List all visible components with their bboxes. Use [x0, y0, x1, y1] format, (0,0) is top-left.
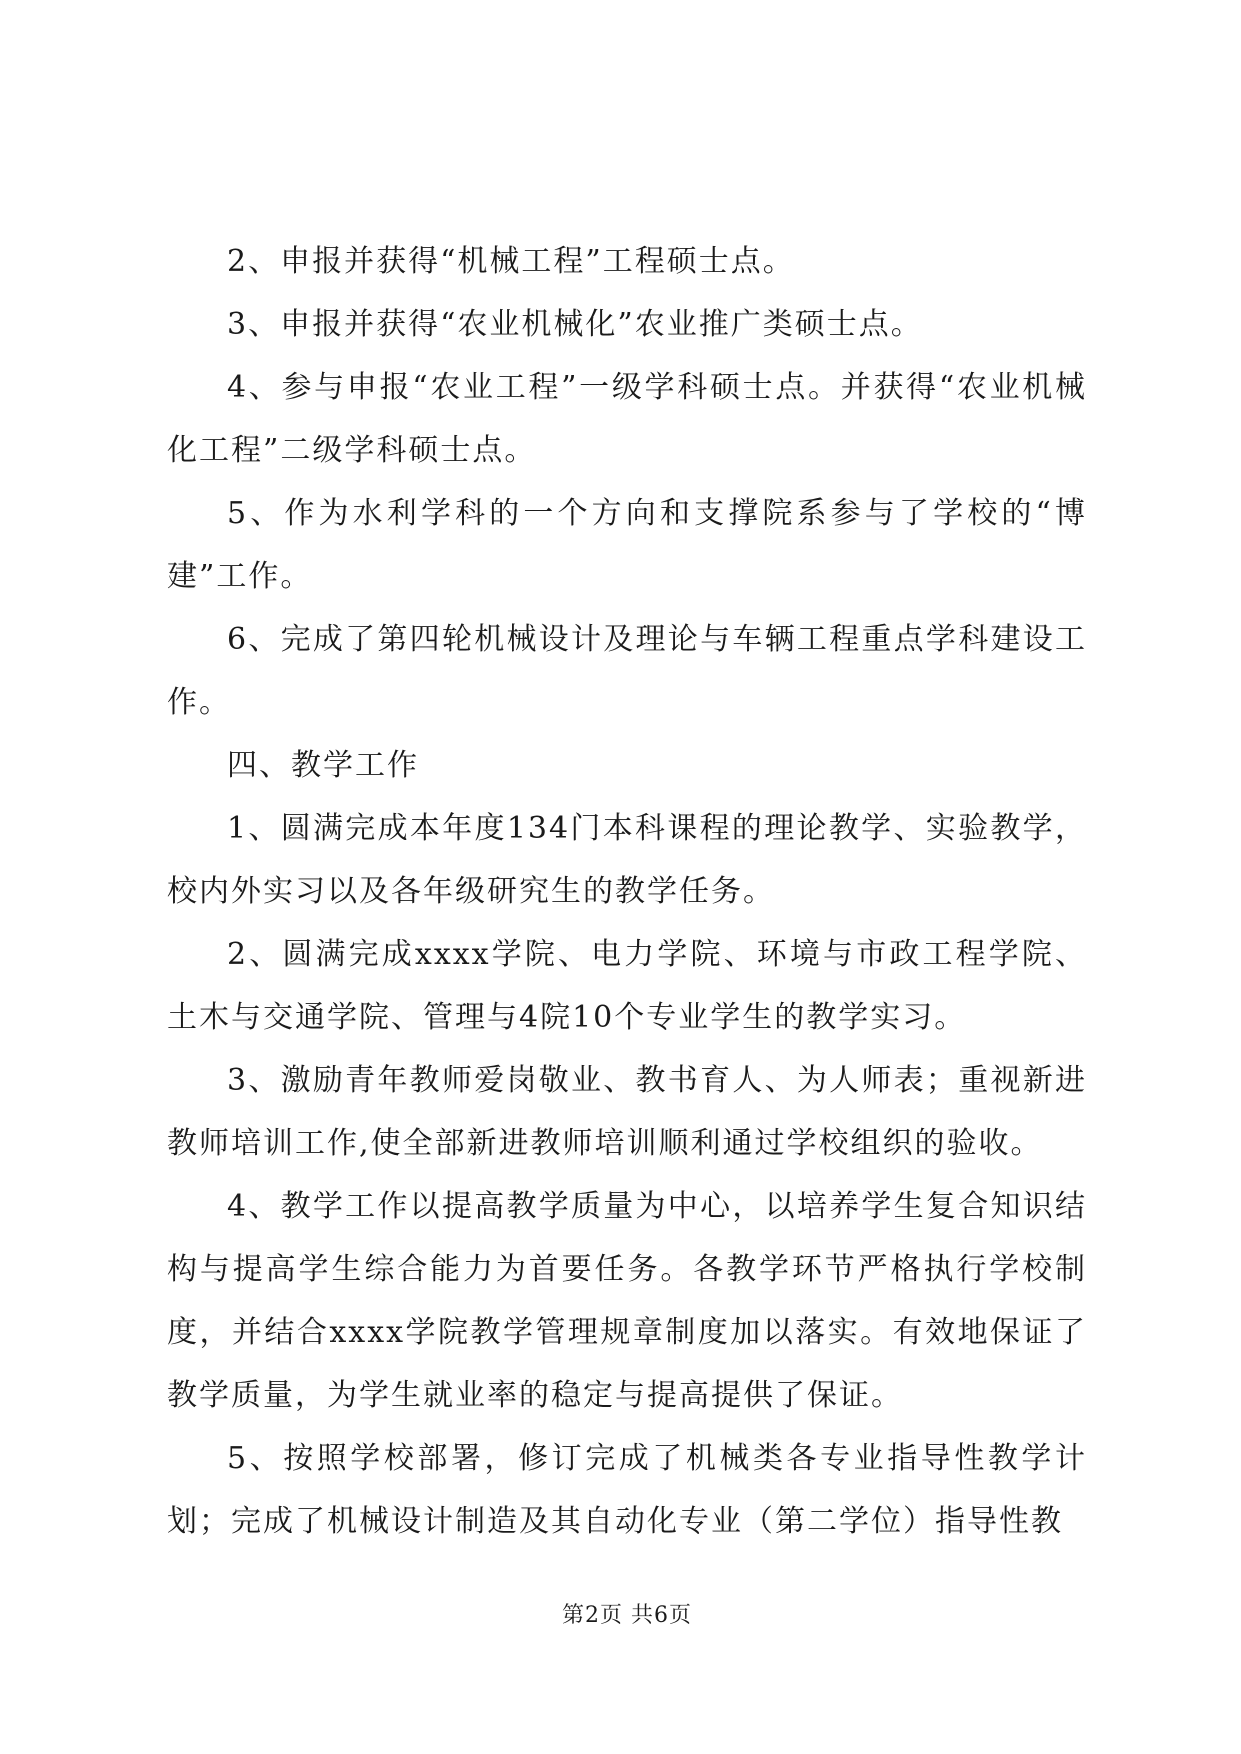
paragraph: 5、作为水利学科的一个方向和支撑院系参与了学校的“博建”工作。 — [167, 496, 1087, 594]
document-body — [167, 230, 1087, 1553]
section-heading: 四、教学工作 — [227, 748, 419, 783]
paragraph: 3、激励青年教师爱岗敬业、教书育人、为人师表；重视新进教师培训工作,使全部新进教师培训顺利通过学校组织的验收。 — [167, 1063, 1087, 1161]
paragraph: 2、圆满完成xxxx学院、电力学院、环境与市政工程学院、土木与交通学院、管理与4院10个专业学生的教学实习。 — [167, 937, 1087, 1035]
paragraph: 2、申报并获得“机械工程”工程硕士点。 — [227, 244, 795, 279]
paragraph: 4、参与申报“农业工程”一级学科硕士点。并获得“农业机械化工程”二级学科硕士点。 — [167, 370, 1087, 468]
paragraph: 6、完成了第四轮机械设计及理论与车辆工程重点学科建设工作。 — [167, 622, 1087, 720]
paragraph: 3、申报并获得“农业机械化”农业推广类硕士点。 — [227, 307, 923, 342]
document-page — [167, 0, 1087, 1754]
page-footer: 第2页 共6页 — [562, 1603, 692, 1628]
paragraph: 1、圆满完成本年度134门本科课程的理论教学、实验教学，校内外实习以及各年级研究生的教学任务。 — [167, 811, 1087, 909]
paragraph: 5、按照学校部署，修订完成了机械类各专业指导性教学计划；完成了机械设计制造及其自动化专业（第二学位）指导性教 — [167, 1441, 1087, 1539]
paragraph: 4、教学工作以提高教学质量为中心，以培养学生复合知识结构与提高学生综合能力为首要任务。各教学环节严格执行学校制度，并结合xxxx学院教学管理规章制度加以落实。有效地保证了教学质量，为学生就业率的稳定与提高提供了保证。 — [167, 1189, 1087, 1413]
